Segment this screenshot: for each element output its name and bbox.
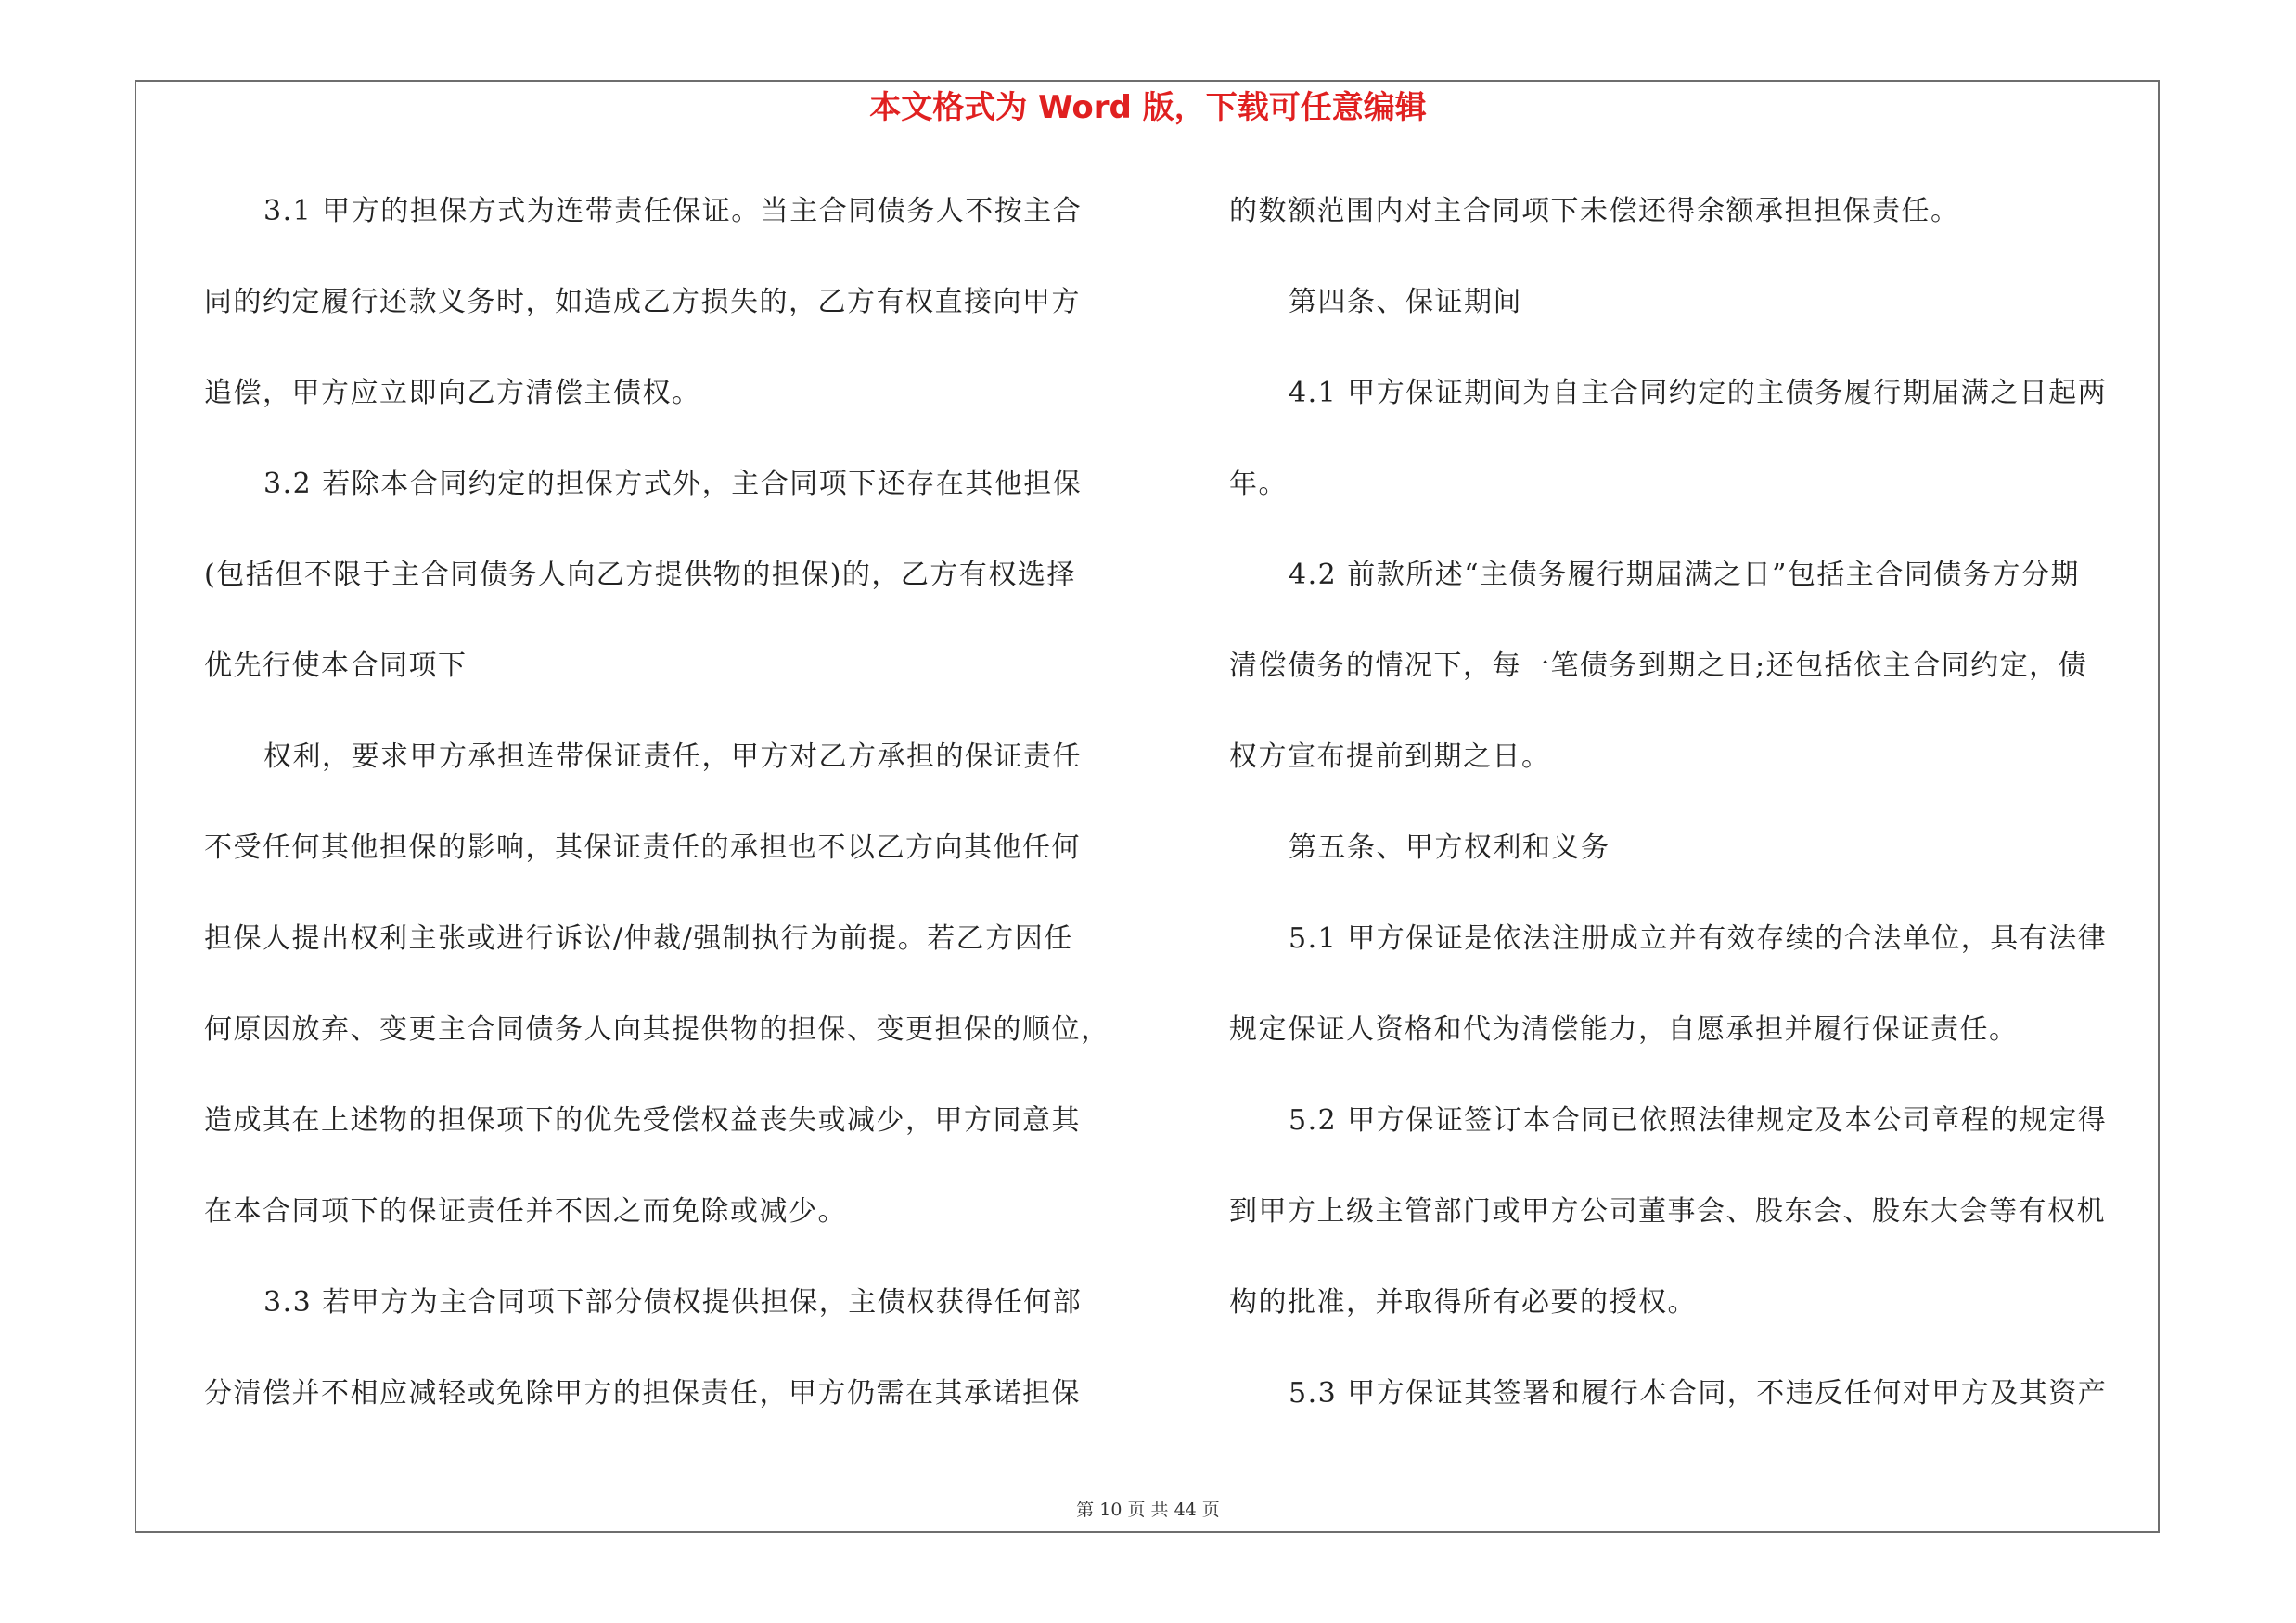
footer-middle: 页 共 xyxy=(1127,1500,1169,1520)
text-line: 年。 xyxy=(1229,468,1288,500)
text-line: 优先行使本合同项下 xyxy=(204,650,468,682)
text-line: 追偿，甲方应立即向乙方清偿主债权。 xyxy=(204,377,701,409)
text-line: 在本合同项下的保证责任并不因之而免除或减少。 xyxy=(204,1195,847,1228)
text-line: 担保人提出权利主张或进行诉讼/仲裁/强制执行为前提。若乙方因任 xyxy=(204,922,1073,955)
text-line: 构的批准，并取得所有必要的授权。 xyxy=(1229,1286,1697,1319)
text-line: 第五条、甲方权利和义务 xyxy=(1289,831,1610,864)
text-line: 不受任何其他担保的影响，其保证责任的承担也不以乙方向其他任何 xyxy=(204,831,1081,864)
page-footer xyxy=(0,1496,2296,1521)
footer-total-pages: 44 xyxy=(1174,1500,1197,1520)
word-format-banner: 本文格式为 Word 版，下载可任意编辑 xyxy=(869,89,1427,126)
text-line: 规定保证人资格和代为清偿能力，自愿承担并履行保证责任。 xyxy=(1229,1013,2019,1046)
text-line: 到甲方上级主管部门或甲方公司董事会、股东会、股东大会等有权机 xyxy=(1229,1195,2106,1228)
text-line: 5.2 甲方保证签订本合同已依照法律规定及本公司章程的规定得 xyxy=(1289,1104,2108,1137)
right-text-column xyxy=(1229,182,2148,1455)
text-line: 何原因放弃、变更主合同债务人向其提供物的担保、变更担保的顺位， xyxy=(204,1013,1110,1046)
text-line: 3.2 若除本合同约定的担保方式外，主合同项下还存在其他担保 xyxy=(263,468,1083,500)
text-line: 4.2 前款所述“主债务履行期届满之日”包括主合同债务方分期 xyxy=(1289,559,2080,591)
left-text-column xyxy=(204,182,1122,1455)
text-line: 分清偿并不相应减轻或免除甲方的担保责任，甲方仍需在其承诺担保 xyxy=(204,1377,1081,1410)
text-line: (包括但不限于主合同债务人向乙方提供物的担保)的，乙方有权选择 xyxy=(204,559,1076,591)
text-line: 3.3 若甲方为主合同项下部分债权提供担保，主债权获得任何部 xyxy=(263,1286,1083,1319)
text-line: 清偿债务的情况下，每一笔债务到期之日;还包括依主合同约定，债 xyxy=(1229,650,2088,682)
text-line: 的数额范围内对主合同项下未偿还得余额承担担保责任。 xyxy=(1229,195,1960,227)
text-line: 权方宣布提前到期之日。 xyxy=(1229,741,1551,773)
text-line: 5.1 甲方保证是依法注册成立并有效存续的合法单位，具有法律 xyxy=(1289,922,2108,955)
text-line: 3.1 甲方的担保方式为连带责任保证。当主合同债务人不按主合 xyxy=(263,195,1083,227)
footer-prefix: 第 xyxy=(1076,1500,1095,1520)
text-line: 4.1 甲方保证期间为自主合同约定的主债务履行期届满之日起两 xyxy=(1289,377,2108,409)
text-line: 同的约定履行还款义务时，如造成乙方损失的，乙方有权直接向甲方 xyxy=(204,286,1081,318)
footer-suffix: 页 xyxy=(1201,1500,1220,1520)
footer-current-page: 10 xyxy=(1099,1500,1122,1520)
text-line: 第四条、保证期间 xyxy=(1289,286,1522,318)
text-line: 5.3 甲方保证其签署和履行本合同，不违反任何对甲方及其资产 xyxy=(1289,1377,2108,1410)
text-line: 造成其在上述物的担保项下的优先受偿权益丧失或减少，甲方同意其 xyxy=(204,1104,1081,1137)
text-line: 权利，要求甲方承担连带保证责任，甲方对乙方承担的保证责任 xyxy=(263,741,1082,773)
